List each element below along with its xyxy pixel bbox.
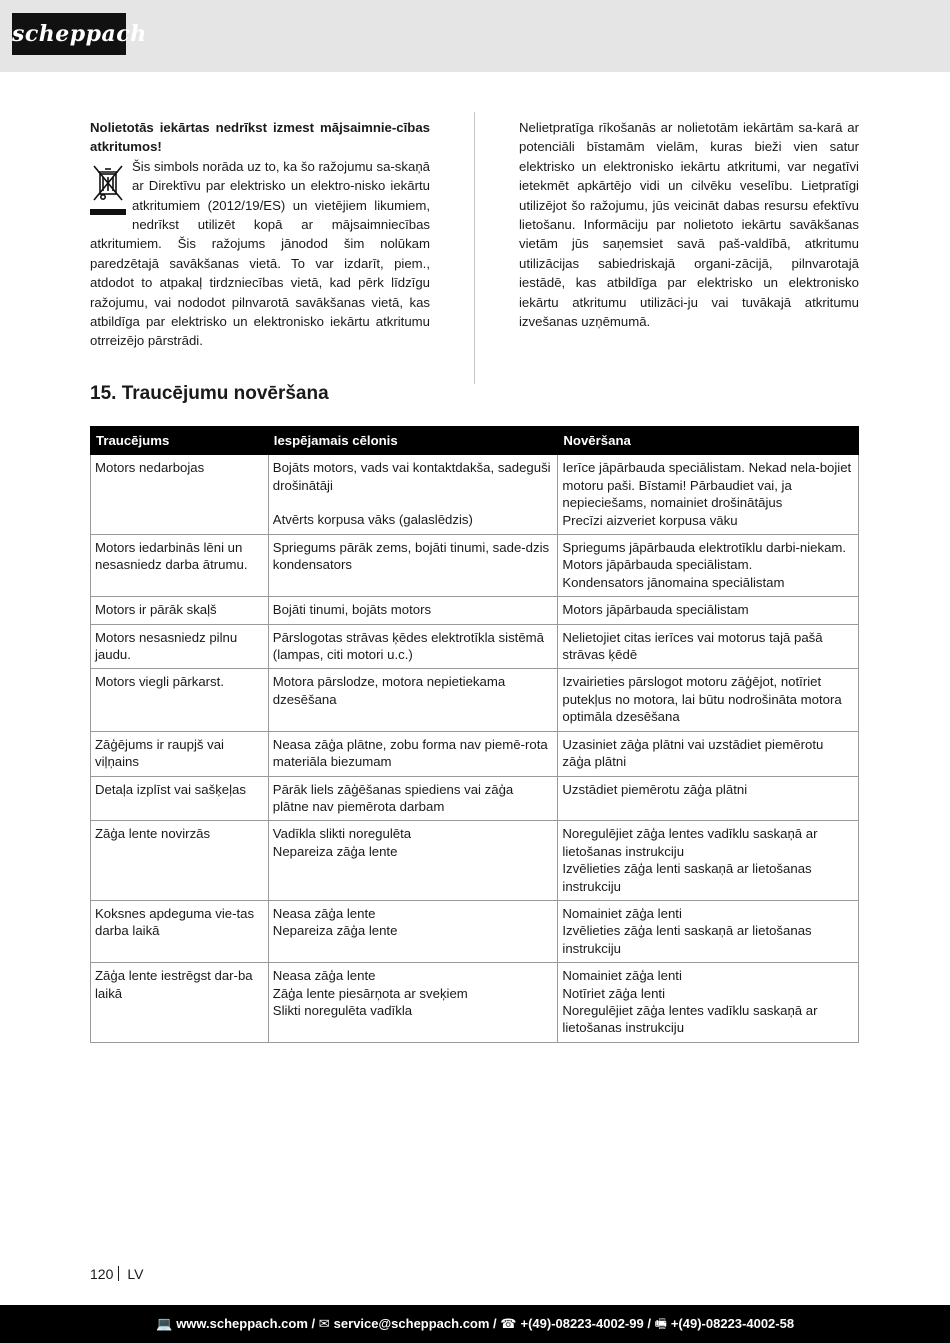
- cell-text: Neasa zāģa plātne, zobu forma nav piemē-rota materiāla biezumam: [272, 736, 548, 770]
- cause-cell: [268, 731, 558, 776]
- remedy-cell: [558, 821, 859, 901]
- header-remedy: Novēršana: [558, 427, 859, 455]
- table-row: [91, 624, 859, 669]
- cell-text: Neasa zāģa lente: [272, 905, 376, 921]
- troubleshooting-table: [90, 426, 859, 1043]
- disposal-left-column: [90, 118, 430, 351]
- cell-text: Noregulējiet zāģa lentes vadīklu saskaņā ar lietošanas instrukciju: [562, 826, 818, 859]
- cell-text: Izvēlieties zāģa lenti saskaņā ar lietošanas instrukciju: [562, 861, 812, 894]
- table-header-row: [91, 427, 859, 455]
- remedy-cell: [558, 535, 859, 597]
- crossed-out-wheelie-bin-icon: [90, 160, 126, 218]
- footer-web: www.scheppach.com /: [176, 1316, 316, 1331]
- remedy-cell: [558, 776, 859, 821]
- cell-text: Bojāts motors, vads vai kontaktdakša, sadeguši drošinātāji: [272, 460, 551, 493]
- cell-text: Izvēlieties zāģa lenti saskaņā ar lietošanas instrukciju: [562, 923, 812, 956]
- cause-cell: [268, 776, 558, 821]
- table-row: [91, 731, 859, 776]
- envelope-icon: ✉: [318, 1316, 330, 1331]
- page-number-separator: [118, 1266, 119, 1281]
- table-row: [91, 455, 859, 535]
- fault-cell: [91, 455, 269, 535]
- cell-text: Uzstādiet piemērotu zāģa plātni: [562, 781, 748, 797]
- cell-text: Uzasiniet zāģa plātni vai uzstādiet piemērotu zāģa plātni: [562, 736, 824, 770]
- table-row: [91, 535, 859, 597]
- cell-text: Motors viegli pārkarst.: [95, 674, 224, 690]
- cell-text: Motors nesasniedz pilnu jaudu.: [95, 629, 238, 663]
- header-fault: Traucējums: [91, 427, 269, 455]
- cause-cell: [268, 455, 558, 535]
- cause-cell: [268, 597, 558, 624]
- table-row: [91, 776, 859, 821]
- cell-text: Nelietojiet citas ierīces vai motorus tajā pašā strāvas ķēdē: [562, 629, 823, 663]
- cell-text: Precīzi aizveriet korpusa vāku: [562, 512, 738, 528]
- cell-text: Spriegums pārāk zems, bojāti tinumi, sade-dzis kondensators: [272, 540, 550, 573]
- header-cause: Iespējamais cēlonis: [268, 427, 558, 455]
- page-language: LV: [127, 1266, 144, 1282]
- scheppach-logo: scheppach: [12, 13, 126, 55]
- section-title: Traucējumu novēršana: [121, 383, 329, 404]
- fault-cell: [91, 776, 269, 821]
- section-number: 15.: [90, 383, 117, 404]
- cause-cell: [268, 821, 558, 901]
- fault-cell: [91, 624, 269, 669]
- page-number-value: 120: [90, 1266, 114, 1282]
- cell-text: Izvairieties pārslogot motoru zāģējot, notīriet putekļus no motora, lai būtu nodrošināta motora optimāla dzesēšana: [562, 674, 842, 725]
- fault-cell: [91, 669, 269, 731]
- table-row: [91, 597, 859, 624]
- footer-band: [0, 1305, 950, 1343]
- fax-icon: 🖷: [654, 1316, 667, 1331]
- footer-phone: +(49)-08223-4002-99 /: [520, 1316, 651, 1331]
- fault-cell: [91, 900, 269, 962]
- disposal-paragraph-left: Šis simbols norāda uz to, ka šo ražojumu sa-skaņā ar Direktīvu par elektrisko un elektro-nisko iekārtu atkritumiem (2012/19/ES) un vietējiem likumiem, nedrīkst utilizēt kopā ar mājsaimniecības atkritumiem. Šis ražojums jānodod šim nolūkam paredzētajā savākšanas vietā. To var izdarīt, piem., atdodot to atpakaļ tirdzniecības vietā, kad pērk līdzīgu ražojumu, vai nododot pilnvarotā savākšanas vietā, kas atbildīga par elektrisko un elektronisko iekārtu atkritumu otrreizējo pārstrādi.: [90, 158, 430, 349]
- laptop-icon: 💻: [156, 1316, 173, 1331]
- cause-cell: [268, 963, 558, 1043]
- remedy-cell: [558, 963, 859, 1043]
- table-row: [91, 821, 859, 901]
- cell-text: Spriegums jāpārbauda elektrotīklu darbi-niekam. Motors jāpārbauda speciālistam.: [562, 540, 847, 573]
- cell-text: Motors ir pārāk skaļš: [95, 602, 217, 618]
- cell-text: Noregulējiet zāģa lentes vadīklu saskaņā ar lietošanas instrukciju: [562, 1002, 818, 1036]
- cell-text: Pārāk liels zāģēšanas spiediens vai zāģa plātne nav piemērota darbam: [272, 781, 514, 814]
- cause-cell: [268, 624, 558, 669]
- cell-text: Zāģa lente piesārņota ar sveķiem: [272, 985, 468, 1001]
- remedy-cell: [558, 900, 859, 962]
- fault-cell: [91, 597, 269, 624]
- table-row: [91, 963, 859, 1043]
- remedy-cell: [558, 731, 859, 776]
- cause-cell: [268, 900, 558, 962]
- cell-text: Nomainiet zāģa lenti: [562, 905, 682, 921]
- cause-cell: [268, 669, 558, 731]
- cell-text: Zāģa lente iestrēgst dar-ba laikā: [95, 968, 253, 1001]
- cell-text: Motors iedarbinās lēni un nesasniedz darba ātrumu.: [95, 540, 248, 573]
- cell-text: Bojāti tinumi, bojāts motors: [272, 602, 432, 618]
- cell-text: Pārslogotas strāvas ķēdes elektrotīkla sistēmā (lampas, citi motori u.c.): [272, 629, 544, 663]
- table-row: [91, 900, 859, 962]
- cause-cell: [268, 535, 558, 597]
- cell-text: Slikti noregulēta vadīkla: [272, 1002, 413, 1018]
- telephone-icon: ☎: [500, 1316, 517, 1331]
- table-row: [91, 669, 859, 731]
- disposal-warning-title: Nolietotās iekārtas nedrīkst izmest mājsaimnie-cības atkritumos!: [90, 120, 430, 155]
- disposal-paragraph-right: Nelietpratīga rīkošanās ar nolietotām iekārtām sa-karā ar potenciāli bīstamām vielām, kuras bieži vien satur elektrisko un elektronisko iekārtu atkritumi, var negatīvi ietekmēt apkārtējo vidi un cilvēku veselību. Lietpratīgi utilizējot šo ražojumu, jūs veicināt dabas resursu efektīvu lietošanu. Informāciju par nolietoto iekārtu savākšanas vietām jūs saņemsiet savā paš-valdībā, atkritumu utilizācijas sabiedriskajā organi-zācijā, pilnvarotajā iestādē, kas atbildīga par elektrisko un elektronisko iekārtu atkritumu utilizāci-ju vai tuvākajā atkritumu izvešanas uzņēmumā.: [519, 120, 859, 330]
- cell-text: Atvērts korpusa vāks (galaslēdzis): [272, 512, 473, 528]
- remedy-cell: [558, 455, 859, 535]
- cell-text: Nepareiza zāģa lente: [272, 923, 398, 939]
- cell-text: Kondensators jānomaina speciālistam: [562, 574, 785, 590]
- column-divider: [474, 112, 475, 384]
- cell-spacer: [273, 494, 553, 511]
- cell-text: Motora pārslodze, motora nepietiekama dzesēšana: [272, 674, 506, 707]
- remedy-cell: [558, 624, 859, 669]
- section-heading: [90, 383, 329, 405]
- cell-text: Zāģa lente novirzās: [95, 826, 211, 842]
- cell-text: Zāģējums ir raupjš vai viļņains: [95, 736, 224, 770]
- cell-text: Nomainiet zāģa lenti: [562, 968, 682, 984]
- cell-text: Nepareiza zāģa lente: [272, 843, 398, 859]
- cell-text: Detaļa izplīst vai sašķeļas: [95, 781, 246, 797]
- fault-cell: [91, 535, 269, 597]
- header-band: [0, 0, 950, 72]
- cell-text: Motors nedarbojas: [95, 460, 205, 476]
- cell-text: Motors jāpārbauda speciālistam: [562, 602, 749, 618]
- cell-text: Notīriet zāģa lenti: [562, 985, 666, 1001]
- footer-fax: +(49)-08223-4002-58: [670, 1316, 795, 1331]
- fault-cell: [91, 731, 269, 776]
- disposal-right-column: [519, 118, 859, 331]
- page-number: [90, 1266, 143, 1282]
- footer-email: service@scheppach.com /: [333, 1316, 497, 1331]
- fault-cell: [91, 821, 269, 901]
- table-body: [91, 455, 859, 1042]
- cell-text: Vadīkla slikti noregulēta: [272, 826, 412, 842]
- cell-text: Neasa zāģa lente: [272, 968, 376, 984]
- fault-cell: [91, 963, 269, 1043]
- cell-text: Koksnes apdeguma vie-tas darba laikā: [95, 905, 255, 939]
- remedy-cell: [558, 669, 859, 731]
- remedy-cell: [558, 597, 859, 624]
- cell-text: Ierīce jāpārbauda speciālistam. Nekad nela-bojiet motoru paši. Bīstami! Pārbaudiet vai, ja nepieciešams, nomainiet drošinātājus: [562, 460, 852, 511]
